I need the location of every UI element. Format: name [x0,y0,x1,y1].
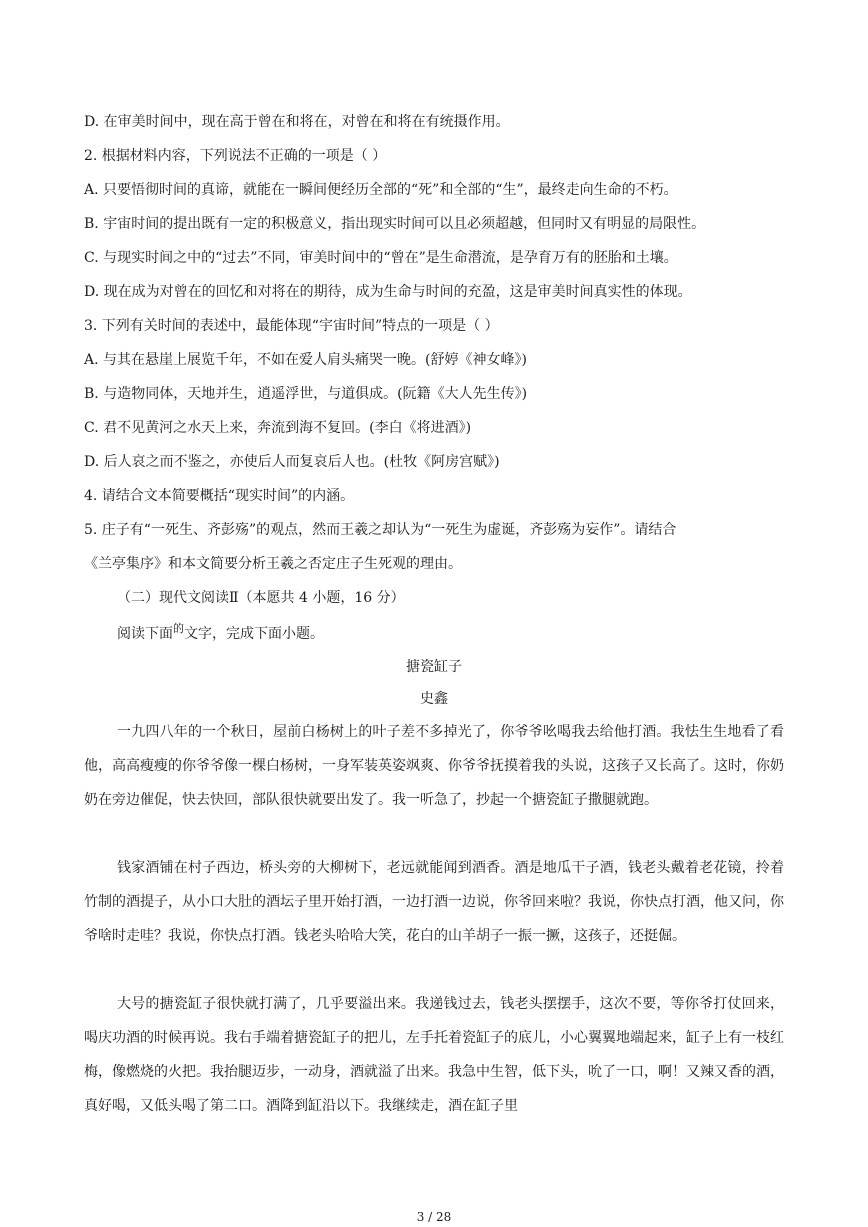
question-2-stem: 2. 根据材料内容，下列说法不正确的一项是（ ） [84,148,387,164]
question-3-option-d: D. 后人哀之而不鉴之，亦使后人而复哀后人也。(杜牧《阿房宫赋》) [84,454,500,470]
story-paragraph-2: 钱家酒铺在村子西边，桥头旁的大柳树下，老远就能闻到酒香。酒是地瓜干子酒，钱老头戴着老花镜，拎着竹制的酒提子，从小口大肚的酒坛子里开始打酒，一边打酒一边说，你爷回来啦？我说，你快点打酒，他又问，你爷啥时走哇？我说，你快点打酒。钱老头哈哈大笑，花白的山羊胡子一振一撅，这孩子，还挺倔。 [84,860,784,944]
question-5-stem-line-2: 《兰亭集序》和本文简要分析王羲之否定庄子生死观的理由。 [84,556,462,572]
reading-instruction [117,624,817,645]
story-title: 搪瓷缸子 [406,659,462,675]
question-3-option-c: C. 君不见黄河之水天上来，奔流到海不复回。(李白《将进酒》) [84,420,472,436]
question-2-option-c: C. 与现实时间之中的“过去”不同，审美时间中的“曾在”是生命潜流，是孕育万有的胚胎和土壤。 [84,250,678,266]
question-1-option-d: D. 在审美时间中，现在高于曾在和将在，对曾在和将在有统摄作用。 [84,114,510,130]
instruction-part-2: 文字，完成下面小题。 [184,626,324,642]
section-heading: （二）现代文阅读Ⅱ（本愿共 4 小题，16 分） [117,590,405,606]
story-author: 史鑫 [420,691,448,707]
question-3-option-b: B. 与造物同体，天地并生，逍遥浮世，与道俱成。(阮籍《大人先生传》) [84,386,528,402]
question-2-option-b: B. 宇宙时间的提出既有一定的积极意义，指出现实时间可以且必须超越，但同时又有明显的局限性。 [84,216,706,232]
question-5-stem-line-1: 5. 庄子有“一死生、齐彭殇”的观点，然而王羲之却认为“一死生为虚诞，齐彭殇为妄作”。请结合 [84,522,677,538]
instruction-particle: 的 [173,622,184,635]
page-number: 3 / 28 [416,1210,452,1224]
story-paragraph-1: 一九四八年的一个秋日，屋前白杨树上的叶子差不多掉光了，你爷爷吆喝我去给他打酒。我怯生生地看了看他，高高瘦瘦的你爷爷像一棵白杨树，一身军装英姿飒爽、你爷爷抚摸着我的头说，这孩子又长高了。这时，你奶奶在旁边催促，快去快回，部队很快就要出发了。我一听急了，抄起一个搪瓷缸子撒腿就跑。 [84,724,784,808]
question-2-option-a: A. 只要悟彻时间的真谛，就能在一瞬间便经历全部的“死”和全部的“生”，最终走向生命的不朽。 [84,182,678,198]
story-paragraph-3: 大号的搪瓷缸子很快就打满了，几乎要溢出来。我递钱过去，钱老头摆摆手，这次不要，等你爷打仗回来，喝庆功酒的时候再说。我右手端着搪瓷缸子的把儿，左手托着瓷缸子的底儿，小心翼翼地端起来，缸子上有一枝红梅，像燃烧的火把。我抬腿迈步，一动身，酒就溢了出来。我急中生智，低下头，吮了一口，啊！又辣又香的酒，真好喝，又低头喝了第二口。酒降到缸沿以下。我继续走，酒在缸子里 [84,996,784,1114]
question-2-option-d: D. 现在成为对曾在的回忆和对将在的期待，成为生命与时间的充盈，这是审美时间真实性的体现。 [84,284,692,300]
question-3-stem: 3. 下列有关时间的表述中，最能体现“宇宙时间”特点的一项是（ ） [84,318,499,334]
question-4-stem: 4. 请结合文本简要概括“现实时间”的内涵。 [84,488,355,504]
instruction-part-1: 阅读下面 [117,626,173,642]
question-3-option-a: A. 与其在悬崖上展览千年，不如在爱人肩头痛哭一晚。(舒婷《神女峰》) [84,352,527,368]
